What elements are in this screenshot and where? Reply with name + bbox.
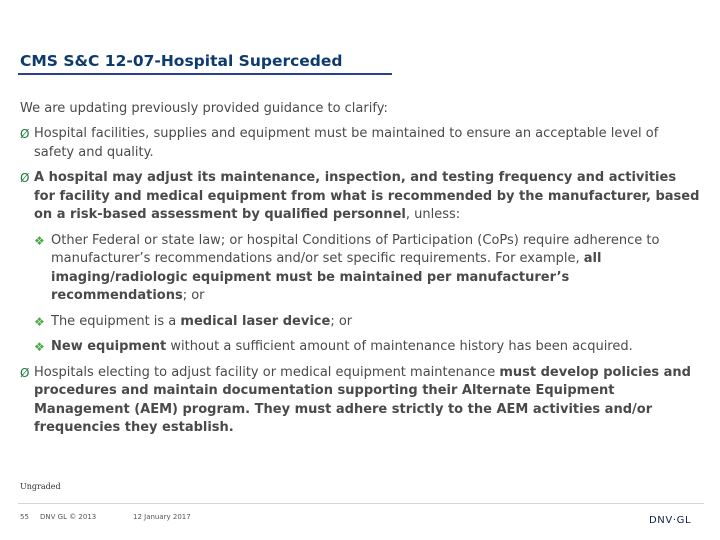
bullet-bold-text: must develop policies and procedures and maintain documentation supporting their Alternate Equipment Management (AEM) program. They must adhere strictly to the AEM activities and/or frequencies they establish. — [34, 364, 691, 435]
subbullet-text: Other Federal or state law; or hospital Conditions of Participation (CoPs) require adherence to manufacturer’s recommendations and/or set specific requirements. For example, — [51, 232, 660, 266]
bullet-text: Hospitals electing to adjust facility or medical equipment maintenance — [34, 364, 500, 380]
diamond-bullet-icon: ❖ — [34, 233, 45, 248]
classification-label: Ungraded — [20, 482, 61, 491]
subbullet-laser-device — [34, 313, 700, 332]
intro-text: We are updating previously provided guidance to clarify: — [20, 101, 388, 116]
title-underline — [18, 73, 392, 75]
page-number: 55 — [20, 513, 29, 521]
bullet-adjust-frequency — [20, 169, 700, 225]
bullet-maintenance — [20, 125, 700, 162]
diamond-bullet-icon: ❖ — [34, 314, 45, 329]
subbullet-federal-law — [34, 232, 700, 306]
arrow-bullet-icon: Ø — [20, 127, 30, 141]
subbullet-new-equipment — [34, 338, 700, 357]
bullet-aem-program — [20, 364, 700, 438]
dnv-gl-logo — [649, 511, 705, 527]
bullet-bold-text: A hospital may adjust its maintenance, inspection, and testing frequency and activities for facility and medical equipment from what is recommended by the manufacturer, based on a risk-based assessment by qualified personnel — [34, 170, 700, 222]
subbullet-text: ; or — [182, 288, 205, 303]
footer-divider — [18, 503, 704, 504]
footer-date: 12 January 2017 — [133, 513, 191, 521]
subbullet-text: ; or — [330, 313, 353, 329]
subbullet-text: The equipment is a — [51, 313, 181, 329]
bullet-text: Hospital facilities, supplies and equipment must be maintained to ensure an acceptable level of safety and quality. — [34, 126, 659, 160]
subbullet-bold-text: medical laser device — [180, 313, 331, 329]
slide-body — [20, 100, 700, 445]
arrow-bullet-icon: Ø — [20, 171, 30, 185]
copyright-text: DNV GL © 2013 — [40, 513, 97, 521]
slide-title: CMS S&C 12-07-Hospital Superceded — [20, 52, 343, 70]
subbullet-bold-text: New equipment — [51, 339, 167, 354]
subbullet-text: without a sufficient amount of maintenance history has been acquired. — [166, 339, 633, 354]
subbullet-bold-text: all imaging/radiologic equipment must be maintained per manufacturer’s recommendations — [51, 251, 602, 303]
bullet-text: , unless: — [405, 207, 461, 222]
logo-wordmark: DNV·GL — [649, 515, 692, 526]
diamond-bullet-icon: ❖ — [34, 340, 45, 354]
arrow-bullet-icon: Ø — [20, 365, 30, 380]
